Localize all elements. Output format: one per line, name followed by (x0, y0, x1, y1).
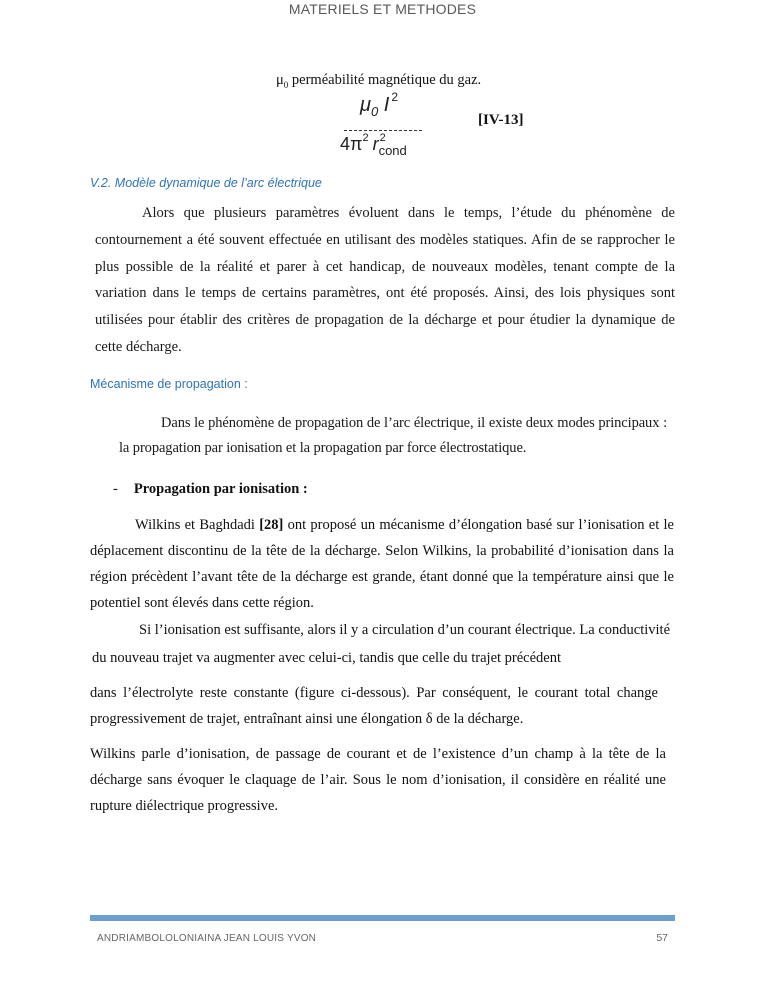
formula-den-var: r (372, 134, 379, 154)
page-number: 57 (656, 932, 668, 944)
paragraph-wilkins-rest: ont proposé un mécanisme d’élongation basé sur l’ionisation et le déplacement discontinu de la tête de la décharge. Selon Wilkins, la probabilité d’ionisation dans la région précèdent l’avant tête de la décharge est grande, étant donné que la température ainsi que le potentiel sont élevés dans cette région. (90, 517, 674, 611)
citation-ref: [28] (259, 517, 284, 533)
formula-den-exp: 2 (362, 132, 369, 144)
equation-reference: [IV-13] (478, 112, 524, 128)
bullet-ionisation (113, 481, 308, 498)
subsection-title: Mécanisme de propagation : (90, 377, 248, 391)
mu-definition-text: perméabilité magnétique du gaz. (288, 72, 482, 88)
mu-symbol: μ (276, 72, 284, 88)
formula-num-sub: 0 (370, 104, 379, 119)
formula-numerator (360, 90, 399, 119)
bullet-label: Propagation par ionisation : (133, 481, 308, 497)
formula-num-var: I (383, 94, 390, 116)
formula-den-stack (378, 132, 419, 158)
fraction-bar (344, 130, 422, 131)
formula-num-symbol: μ (360, 94, 371, 116)
footer-divider (90, 915, 675, 921)
paragraph-wilkins (90, 513, 674, 617)
formula-den-coef: 4π (340, 134, 363, 154)
paragraph-static-models: Alors que plusieurs paramètres évoluent dans le temps, l’étude du phénomène de contournement a été souvent effectuée en utilisant des modèles statiques. Afin de se rapprocher le plus possible de la réalité et parer à cet handicap, de nouveaux modèles, tenant compte de la variation dans le temps de certains paramètres, ont été proposés. Ainsi, des lois physiques sont utilisées pour établir des critères de propagation de la décharge et pour étudier la dynamique de cette décharge. (95, 205, 675, 355)
footer-author: ANDRIAMBOLOLONIAINA JEAN LOUIS YVON (97, 933, 317, 944)
bullet-dash: - (113, 481, 118, 497)
formula-denominator (340, 132, 419, 158)
paragraph-ionisation-current: Si l’ionisation est suffisante, alors il y a circulation d’un courant électrique. La conductivité du nouveau trajet va augmenter avec celui-ci, tandis que celle du trajet précédent (92, 622, 670, 666)
page-header: MATERIELS ET METHODES (288, 1, 477, 17)
formula-iv-13 (336, 92, 436, 164)
paragraph-dielectric: Wilkins parle d’ionisation, de passage de courant et de l’existence d’un champ à la tête de la décharge sans évoquer le claquage de l’air. Sous le nom d’ionisation, il considère en réalité une rupture diélectrique progressive. (90, 746, 666, 814)
formula-den-var-exp: 2 (379, 132, 386, 144)
formula-den-sub: cond (378, 143, 407, 158)
formula-num-exp: 2 (391, 90, 399, 104)
paragraph-electrolyte: dans l’électrolyte reste constante (figure ci-dessous). Par conséquent, le courant total change progressivement de trajet, entraînant ainsi une élongation δ de la décharge. (90, 685, 658, 727)
section-title: V.2. Modèle dynamique de l’arc électrique (90, 176, 322, 190)
mu-definition (276, 72, 481, 90)
mu-subscript: 0 (283, 79, 289, 90)
paragraph-propagation-modes: Dans le phénomène de propagation de l’arc électrique, il existe deux modes principaux : la propagation par ionisation et la propagation par force électrostatique. (119, 415, 667, 456)
paragraph-wilkins-start: Wilkins et Baghdadi (135, 517, 260, 533)
